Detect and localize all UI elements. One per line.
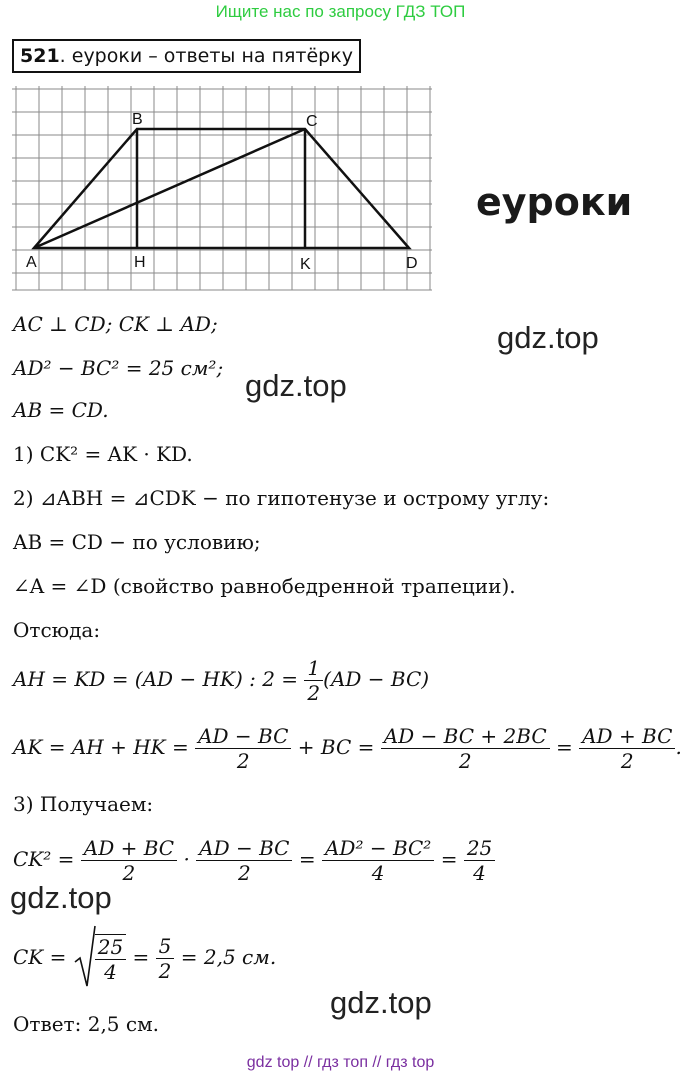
condition-equal-sides: AB = CD.	[13, 398, 109, 422]
watermark-gdz-4: gdz.top	[330, 985, 432, 1020]
formula-ck-squared: CK² = $\frac{AD + BC}{2}$ · $\frac{AD - BC}{2}$ = $\frac{\text{AD² − BC²}}{4}$ = $\frac{25}{4}$	[13, 836, 495, 885]
watermark-euroki: еуроки	[476, 180, 633, 224]
condition-perpendicular: AC ⊥ CD; CK ⊥ AD;	[13, 312, 218, 336]
fraction-ck-4: $\frac{25}{4}$	[464, 836, 495, 885]
watermark-gdz-3: gdz.top	[10, 880, 112, 915]
grid	[12, 86, 432, 290]
trapezoid-abcd	[34, 129, 409, 248]
footer-links[interactable]: gdz top // гдз топ // гдз top	[246, 1054, 435, 1071]
label-a: A	[26, 254, 37, 271]
fraction-one-half: $\frac{1}{2}$	[304, 656, 323, 705]
label-b: B	[132, 111, 143, 128]
sqrt-icon	[73, 924, 97, 993]
task-title	[12, 39, 361, 73]
diagonal-ac	[34, 129, 305, 248]
trapezoid-figure	[12, 86, 432, 292]
answer: Ответ: 2,5 см.	[13, 1012, 159, 1036]
step-1: 1) CK² = AK · KD.	[13, 442, 193, 466]
task-number: 521	[20, 45, 60, 67]
hence-label: Отсюда:	[13, 618, 101, 642]
formula-ah-lhs: AH = KD = (AD − HK) : 2 =	[13, 667, 299, 691]
step-2: 2) ⊿ABH = ⊿CDK − по гипотенузе и острому углу:	[13, 486, 550, 510]
step-2-sides: AB = CD − по условию;	[13, 530, 261, 554]
search-hint-link[interactable]: Ищите нас по запросу ГДЗ ТОП	[215, 2, 466, 21]
fraction-ak-2: $\frac{AD - BC + 2BC}{2}$	[381, 724, 550, 773]
label-k: K	[300, 256, 311, 273]
label-c: C	[306, 113, 318, 130]
fraction-ck-2: $\frac{AD - BC}{2}$	[196, 836, 292, 885]
step-3: 3) Получаем:	[13, 792, 154, 816]
formula-ah	[13, 656, 429, 705]
fraction-ck-1: $\frac{AD + BC}{2}$	[81, 836, 177, 885]
fraction-ck-3: $\frac{\text{AD² − BC²}}{4}$	[322, 836, 434, 885]
fraction-sqrt-inner: $\frac{25}{4}$	[95, 934, 126, 984]
fraction-ak-3: $\frac{AD + BC}{2}$	[579, 724, 675, 773]
fraction-ak-1: $\frac{AD - BC}{2}$	[195, 724, 291, 773]
fraction-five-halves: $\frac{5}{2}$	[156, 934, 175, 983]
formula-ah-rhs: (AD − BC)	[323, 667, 430, 691]
watermark-gdz-1: gdz.top	[497, 320, 599, 355]
formula-ak: AK = AH + HK = $\frac{AD - BC}{2}$ + BC = $\frac{AD - BC + 2BC}{2}$ = $\frac{AD + BC}{2}$ .	[13, 724, 682, 773]
watermark-gdz-2: gdz.top	[245, 368, 347, 403]
label-h: H	[134, 254, 146, 271]
formula-ck: CK = $\frac{25}{4}$ = $\frac{5}{2}$ = 2,5 см.	[13, 924, 276, 993]
step-2-angles: ∠A = ∠D (свойство равнобедренной трапеции).	[13, 574, 516, 598]
task-title-text: . еуроки – ответы на пятёрку	[59, 45, 353, 67]
label-d: D	[406, 255, 418, 272]
condition-difference: AD² − BC² = 25 см²;	[13, 356, 224, 380]
